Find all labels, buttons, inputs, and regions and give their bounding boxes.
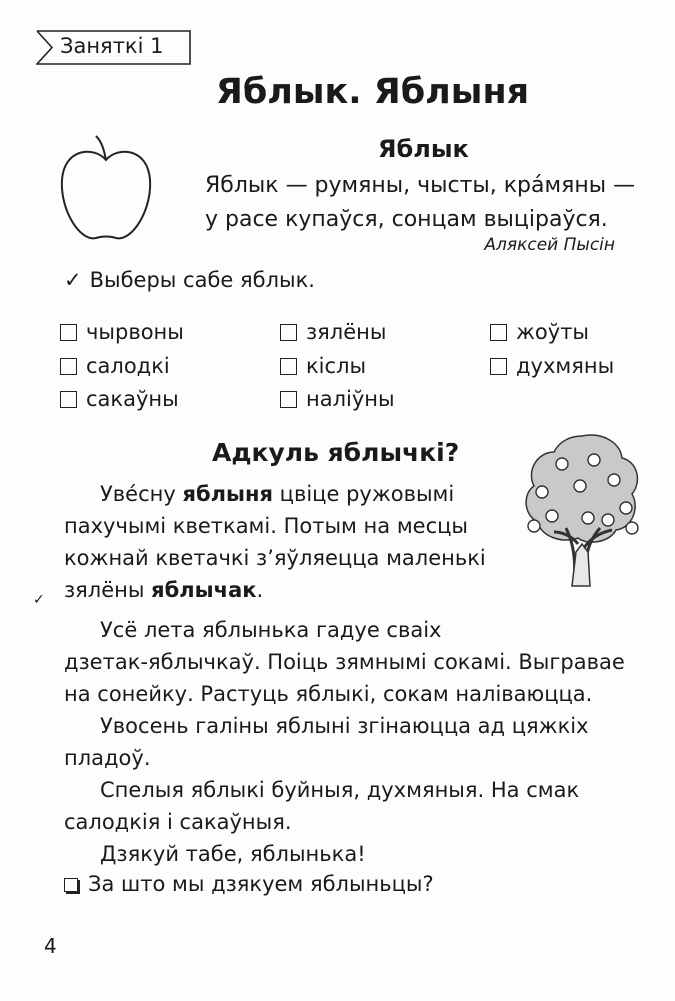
question-text: За што мы дзякуем яблыньцы? <box>88 872 434 896</box>
section-title: Адкуль яблычкі? <box>212 438 460 467</box>
paragraph-line: зялёны яблычак. <box>64 578 264 602</box>
paragraph-line: кожнай кветачкі з’яўляецца маленькі <box>64 546 486 570</box>
paragraph-line: салодкія і сакаўныя. <box>64 810 292 834</box>
option-label: чырвоны <box>86 320 184 344</box>
page-number: 4 <box>44 934 57 958</box>
checkbox-icon[interactable] <box>280 358 297 375</box>
apple-tree-icon <box>522 432 642 588</box>
page-title: Яблык. Яблыня <box>215 72 530 112</box>
paragraph-line: Спелыя яблыкі буйныя, духмяныя. На смак <box>100 778 580 802</box>
option-label: сакаўны <box>86 387 179 411</box>
checkbox-icon[interactable] <box>60 358 77 375</box>
option-checkbox[interactable] <box>280 354 366 378</box>
option-label: зялёны <box>306 320 387 344</box>
question-bullet-icon <box>64 878 78 892</box>
lesson-tag <box>36 30 196 66</box>
paragraph-line: Усё лета яблынька гадуе сваіх <box>100 618 442 642</box>
checkbox-icon[interactable] <box>490 324 507 341</box>
stray-mark: ✓ <box>33 592 45 608</box>
poem-title: Яблык <box>378 135 469 163</box>
option-checkbox[interactable] <box>60 387 179 411</box>
checkbox-icon[interactable] <box>60 324 77 341</box>
paragraph-line: пахучымі кветкамі. Потым на месцы <box>64 514 469 538</box>
checkbox-icon[interactable] <box>60 391 77 408</box>
option-checkbox[interactable] <box>60 320 184 344</box>
paragraph-line: Увосень галіны яблыні згінаюцца ад цяжкіх <box>100 714 589 738</box>
lesson-tag-label: Заняткі 1 <box>60 34 164 58</box>
option-checkbox[interactable] <box>490 320 589 344</box>
option-label: жоўты <box>516 320 590 344</box>
paragraph-line: пладоў. <box>64 746 151 770</box>
task-instruction <box>64 268 315 292</box>
option-label: духмяны <box>516 354 615 378</box>
paragraph-line: на сонейку. Растуць яблыкі, сокам наліваюцца. <box>64 682 593 706</box>
poem-line-2: у расе купаўся, сонцам выціраўся. <box>205 207 608 232</box>
option-checkbox[interactable] <box>280 387 395 411</box>
option-checkbox[interactable] <box>490 354 614 378</box>
checkbox-icon[interactable] <box>490 358 507 375</box>
question <box>64 872 434 896</box>
checkbox-icon[interactable] <box>280 391 297 408</box>
poem-author: Аляксей Пысін <box>484 235 615 255</box>
poem-line-1: Яблык — румяны, чысты, кра́мяны — <box>205 173 636 198</box>
checkmark-icon: ✓ <box>64 268 82 292</box>
option-checkbox[interactable] <box>280 320 386 344</box>
option-label: кіслы <box>306 354 367 378</box>
task-text: Выберы сабе яблык. <box>89 268 315 292</box>
paragraph-line: дзетак-яблычкаў. Поіць зямнымі сокамі. Выграваe <box>64 650 625 674</box>
paragraph-line: Уве́сну яблыня цвіце ружовымі <box>100 482 455 506</box>
option-label: наліўны <box>306 387 395 411</box>
option-label: салодкі <box>86 354 170 378</box>
thanks-line: Дзякуй табе, яблынька! <box>100 842 366 866</box>
option-checkbox[interactable] <box>60 354 170 378</box>
apple-icon <box>56 134 156 246</box>
checkbox-icon[interactable] <box>280 324 297 341</box>
